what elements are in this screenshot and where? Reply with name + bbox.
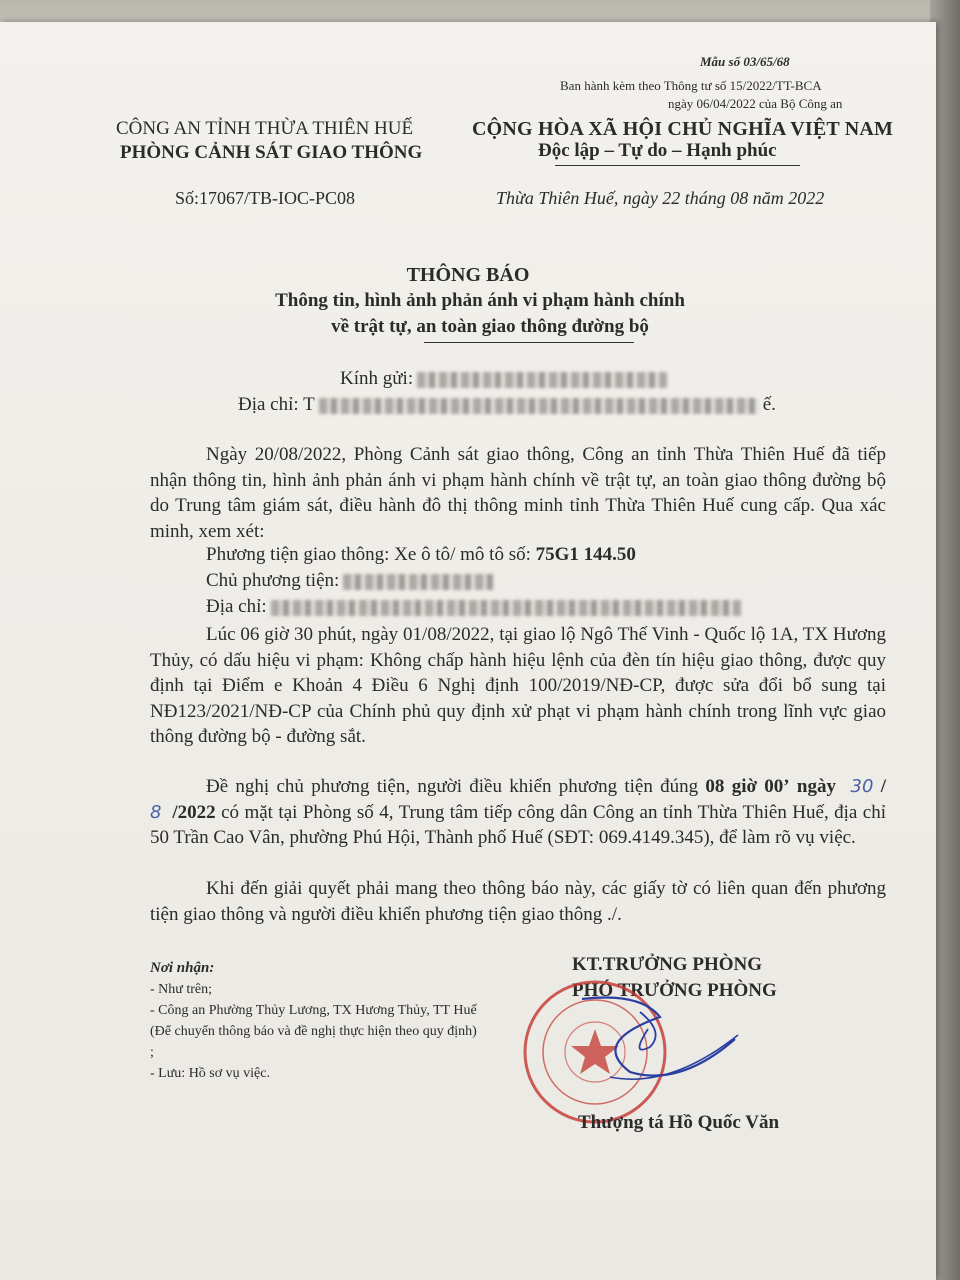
document-page bbox=[0, 22, 936, 1280]
recipients-heading: Nơi nhận: bbox=[150, 960, 215, 976]
vehicle-label: Phương tiện giao thông: Xe ô tô/ mô tô số: bbox=[206, 544, 531, 565]
request-rest: có mặt tại Phòng số 4, Trung tâm tiếp công dân Công an tỉnh Thừa Thiên Huế, địa chỉ 50 Trần Cao Vân, phường Phú Hội, Thành phố Huế (SĐT: 069.4149.345), để làm rõ vụ việc. bbox=[150, 801, 887, 848]
recipient-item: - Lưu: Hồ sơ vụ việc. bbox=[150, 1066, 270, 1081]
request-paragraph bbox=[150, 774, 886, 851]
nation-header: CỘNG HÒA XÃ HỘI CHỦ NGHĨA VIỆT NAM bbox=[472, 118, 894, 140]
handwritten-day: 30 bbox=[850, 776, 874, 797]
document-number: Số:17067/TB-IOC-PC08 bbox=[175, 188, 356, 208]
document-title: THÔNG BÁO bbox=[406, 264, 530, 286]
address-suffix: ế. bbox=[762, 394, 776, 415]
motto: Độc lập – Tự do – Hạnh phúc bbox=[538, 140, 777, 161]
signature-title-2: PHÓ TRƯỞNG PHÒNG bbox=[572, 980, 777, 1001]
signature-title-1: KT.TRƯỞNG PHÒNG bbox=[572, 954, 762, 975]
motto-underline bbox=[555, 165, 800, 166]
owner-address-row bbox=[206, 596, 745, 618]
recipients-block bbox=[150, 958, 480, 1084]
vehicle-row bbox=[206, 544, 636, 566]
signer-name: Thượng tá Hồ Quốc Văn bbox=[578, 1112, 780, 1133]
title-underline bbox=[424, 342, 634, 343]
form-issued: Ban hành kèm theo Thông tư số 15/2022/TT-BCA bbox=[560, 78, 822, 93]
request-time: 08 giờ 00’ bbox=[705, 776, 790, 797]
redacted-address bbox=[319, 398, 759, 414]
place-date: Thừa Thiên Huế, ngày 22 tháng 08 năm 2022 bbox=[496, 188, 825, 208]
agency-name: CÔNG AN TỈNH THỪA THIÊN HUẾ bbox=[116, 118, 414, 139]
closing-paragraph: Khi đến giải quyết phải mang theo thông báo này, các giấy tờ có liên quan đến phương tiện giao thông và người điều khiển phương tiện giao thông ./. bbox=[150, 878, 886, 925]
form-number: Mẫu số 03/65/68 bbox=[700, 54, 790, 69]
owner-row bbox=[206, 570, 497, 592]
date-slash: / bbox=[880, 776, 886, 797]
redacted-name bbox=[417, 372, 667, 388]
redacted-owner-address bbox=[271, 600, 741, 616]
addressee-label: Kính gửi: bbox=[340, 368, 414, 389]
form-issued-date: ngày 06/04/2022 của Bộ Công an bbox=[668, 96, 843, 111]
owner-label: Chủ phương tiện: bbox=[206, 570, 340, 591]
document-subtitle-1: Thông tin, hình ảnh phản ánh vi phạm hành chính bbox=[275, 290, 685, 311]
addressee-address-row bbox=[238, 394, 776, 416]
handwritten-month: 8 bbox=[150, 801, 162, 823]
recipient-item: - Công an Phường Thủy Lương, TX Hương Thủy, TT Huế (Để chuyển thông báo và đề nghị thực hiện theo quy định) ; bbox=[150, 1003, 477, 1060]
vehicle-plate: 75G1 144.50 bbox=[535, 544, 636, 565]
addressee-row bbox=[340, 368, 671, 390]
request-prefix: Đề nghị chủ phương tiện, người điều khiển phương tiện đúng bbox=[206, 776, 699, 797]
address-prefix: T bbox=[303, 394, 315, 415]
owner-address-label: Địa chỉ: bbox=[206, 596, 267, 617]
intro-paragraph: Ngày 20/08/2022, Phòng Cảnh sát giao thông, Công an tỉnh Thừa Thiên Huế đã tiếp nhận thông tin, hình ảnh phản ánh vi phạm hành chính về trật tự, an toàn giao thông đường bộ do Trung tâm giám sát, điều hành đô thị thông minh tỉnh Thừa Thiên Huế cung cấp. Qua xác minh, xem xét: bbox=[150, 444, 886, 542]
document-subtitle-2: về trật tự, an toàn giao thông đường bộ bbox=[331, 316, 649, 337]
address-label: Địa chỉ: bbox=[238, 394, 299, 415]
recipient-item: - Như trên; bbox=[150, 982, 213, 997]
redacted-owner bbox=[343, 574, 493, 590]
official-stamp bbox=[490, 977, 740, 1127]
violation-paragraph: Lúc 06 giờ 30 phút, ngày 01/08/2022, tại giao lộ Ngô Thế Vinh - Quốc lộ 1A, TX Hương Thủy, có dấu hiệu vi phạm: Không chấp hành hiệu lệnh của đèn tín hiệu giao thông, được quy định tại Điểm e Khoản 4 Điều 6 Nghị định 100/2019/NĐ-CP, được sửa đổi bổ sung tại NĐ123/2021/NĐ-CP của Chính phủ quy định xử phạt vi phạm hành chính trong lĩnh vực giao thông đường bộ - đường sắt. bbox=[150, 624, 886, 747]
department-name: PHÒNG CẢNH SÁT GIAO THÔNG bbox=[120, 142, 423, 163]
request-day-label: ngày bbox=[796, 776, 836, 797]
request-year: /2022 bbox=[172, 801, 216, 823]
